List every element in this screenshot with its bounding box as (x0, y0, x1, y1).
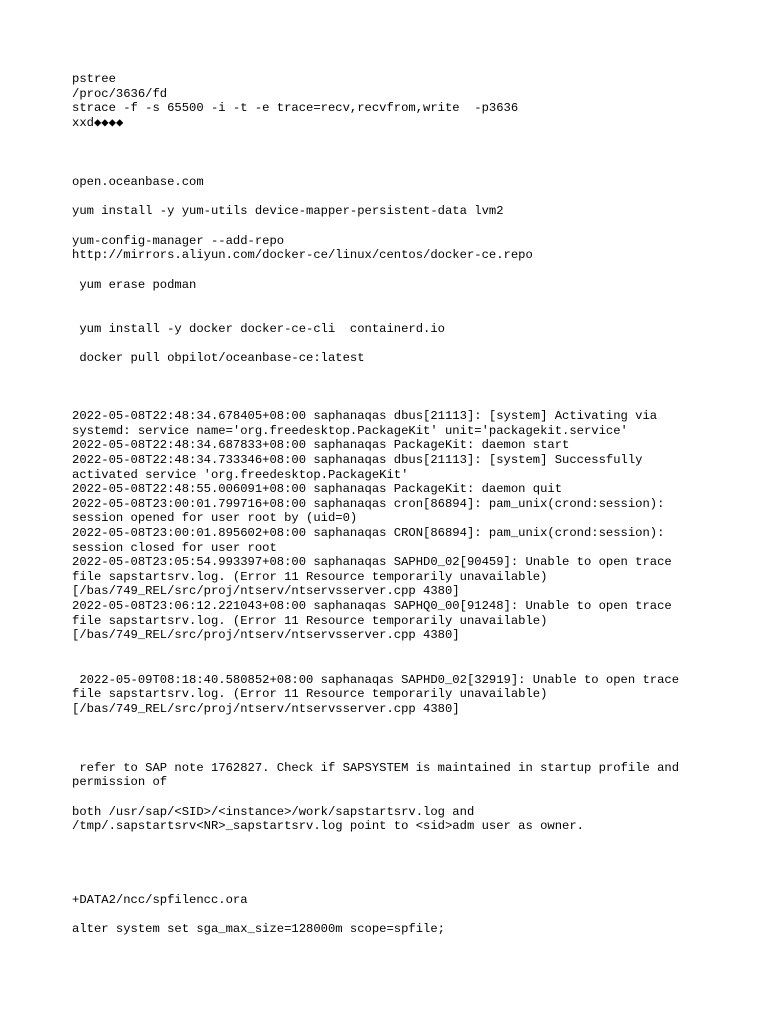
text-line: 2022-05-08T22:48:34.678405+08:00 saphanaqas dbus[21113]: [system] Activating via (72, 409, 658, 424)
text-line: alter system set sga_max_size=128000m scope=spfile; (72, 922, 445, 937)
text-line: session opened for user root by (uid=0) (72, 511, 358, 526)
text-line: xxd◆◆◆◆ (72, 115, 124, 130)
text-line: [/bas/749_REL/src/proj/ntserv/ntservsserver.cpp 4380] (72, 628, 460, 643)
text-line: activated service 'org.freedesktop.PackageKit' (72, 467, 409, 482)
text-line: refer to SAP note 1762827. Check if SAPSYSTEM is maintained in startup profile and (72, 760, 680, 775)
text-line: http://mirrors.aliyun.com/docker-ce/linux/centos/docker-ce.repo (72, 248, 533, 263)
text-line: file sapstartsrv.log. (Error 11 Resource temporarily unavailable) (72, 613, 548, 628)
text-line: 2022-05-08T23:00:01.799716+08:00 saphanaqas cron[86894]: pam_unix(crond:session): (72, 496, 665, 511)
text-line: file sapstartsrv.log. (Error 11 Resource temporarily unavailable) (72, 687, 548, 702)
text-line: /proc/3636/fd (72, 86, 168, 101)
text-line: session closed for user root (72, 540, 277, 555)
text-line: 2022-05-08T23:05:54.993397+08:00 saphanaqas SAPHD0_02[90459]: Unable to open trace (72, 555, 672, 570)
text-line: pstree (72, 72, 116, 86)
text-line: yum erase podman (72, 277, 197, 292)
text-line: 2022-05-08T22:48:34.687833+08:00 saphanaqas PackageKit: daemon start (72, 438, 570, 453)
text-line: 2022-05-09T08:18:40.580852+08:00 saphanaqas SAPHD0_02[32919]: Unable to open trace (72, 672, 680, 687)
text-line: docker pull obpilot/oceanbase-ce:latest (72, 350, 365, 365)
text-line: /tmp/.sapstartsrv<NR>_sapstartsrv.log point to <sid>adm user as owner. (72, 819, 584, 834)
text-line: systemd: service name='org.freedesktop.PackageKit' unit='packagekit.service' (72, 423, 628, 438)
text-line: yum-config-manager --add-repo (72, 233, 285, 248)
text-line: permission of (72, 775, 168, 790)
text-line: 2022-05-08T23:00:01.895602+08:00 saphanaqas CRON[86894]: pam_unix(crond:session): (72, 526, 665, 540)
text-line: 2022-05-08T22:48:34.733346+08:00 saphanaqas dbus[21113]: [system] Successfully (72, 453, 643, 467)
text-line: +DATA2/ncc/spfilencc.ora (72, 892, 248, 907)
text-line: file sapstartsrv.log. (Error 11 Resource temporarily unavailable) (72, 569, 548, 584)
text-line: [/bas/749_REL/src/proj/ntserv/ntservsserver.cpp 4380] (72, 701, 460, 716)
text-line: open.oceanbase.com (72, 174, 204, 189)
text-line: 2022-05-08T23:06:12.221043+08:00 saphanaqas SAPHQ0_00[91248]: Unable to open trace (72, 599, 672, 613)
text-line: both /usr/sap/<SID>/<instance>/work/sapstartsrv.log and (72, 804, 475, 819)
text-line: 2022-05-08T22:48:55.006091+08:00 saphanaqas PackageKit: daemon quit (72, 482, 563, 497)
text-line: strace -f -s 65500 -i -t -e trace=recv,recvfrom,write -p3636 (72, 101, 519, 116)
text-line: yum install -y yum-utils device-mapper-persistent-data lvm2 (72, 204, 504, 219)
text-line: [/bas/749_REL/src/proj/ntserv/ntservsserver.cpp 4380] (72, 584, 460, 599)
text-line: yum install -y docker docker-ce-cli containerd.io (72, 321, 445, 336)
